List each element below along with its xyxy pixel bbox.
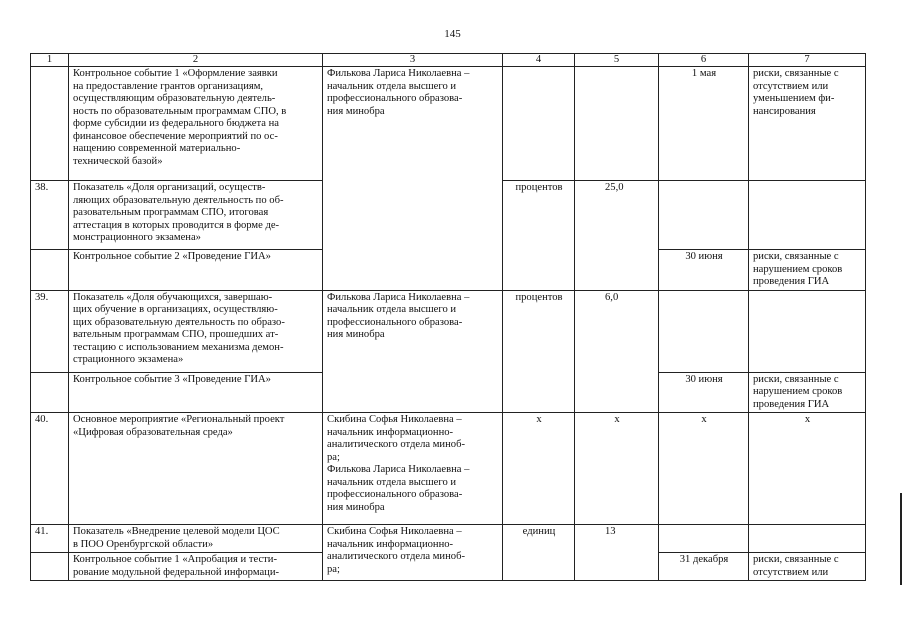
row-deadline [659,290,749,372]
row-description: Контрольное событие 3 «Проведение ГИА» [69,372,323,413]
row-number: 39. [31,290,69,372]
row-responsible: Филькова Лариса Николаевна – начальник отдела высшего и профессионального образова- ния минобра [323,67,503,291]
row-deadline: 31 декабря [659,553,749,581]
row-responsible: Филькова Лариса Николаевна – начальник отдела высшего и профессионального образова- ния минобра [323,290,503,413]
row-unit: процентов [503,181,575,291]
row-value-text: 6,0 [605,291,619,303]
row-deadline [659,525,749,553]
row-risks: риски, связанные с отсутствием или [749,553,866,581]
row-number: 41. [31,525,69,553]
header-col-5: 5 [575,54,659,67]
row-number: 38. [31,181,69,250]
row-description: Показатель «Доля обучающихся, завершаю- щих обучение в организациях, осуществляю- щих образовательную деятельность по образо- вательным программам СПО, прошедших ат- тестацию с использованием механизма демон- страционного экзамена» [69,290,323,372]
row-risks: риски, связанные с отсутствием или уменьшением фи- нансирования [749,67,866,181]
row-description: Показатель «Внедрение целевой модели ЦОС в ПОО Оренбургской области» [69,525,323,553]
row-risks: риски, связанные с нарушением сроков проведения ГИА [749,250,866,291]
table-header-row [31,54,866,67]
row-number: 40. [31,413,69,525]
row-description: Показатель «Доля организаций, осуществ- ляющих образовательную деятельность по об- разовательным программам СПО, итоговая аттестация в которых проводится в форме де- монстрационного экзамена» [69,181,323,250]
row-responsible: Скибина Софья Николаевна – начальник информационно- аналитического отдела миноб- ра; Филькова Лариса Николаевна – начальник отдела высшего и профессионального образова- ния минобра [323,413,503,525]
row-unit: процентов [503,290,575,413]
row-value [575,290,659,413]
row-deadline: 30 июня [659,250,749,291]
table-row [31,525,866,553]
page-number: 145 [444,28,461,40]
row-unit: x [503,413,575,525]
scan-edge-mark [900,493,902,585]
row-number [31,67,69,181]
plan-table [30,53,866,581]
row-value-text: 25,0 [605,182,624,193]
header-col-3: 3 [323,54,503,67]
row-risks [749,290,866,372]
row-description: Контрольное событие 2 «Проведение ГИА» [69,250,323,291]
row-value-text: 13 [605,526,616,537]
row-value [575,67,659,181]
row-risks: x [749,413,866,525]
row-deadline [659,181,749,250]
table-row [31,413,866,525]
row-number [31,553,69,581]
row-value: x [575,413,659,525]
row-description: Контрольное событие 1 «Оформление заявки на предоставление грантов организациям, осуществляющим образовательную деятель- ность по образовательным программам СПО, в форме субсидии из федерального бюджета на финансовое обеспечение мероприятий по ос- нащению современной материально- технической базой» [69,67,323,181]
table-row [31,290,866,372]
row-value [575,181,659,291]
row-number [31,372,69,413]
row-unit: единиц [503,525,575,581]
header-col-6: 6 [659,54,749,67]
row-number [31,250,69,291]
row-deadline: 1 мая [659,67,749,181]
row-deadline: 30 июня [659,372,749,413]
header-col-1: 1 [31,54,69,67]
row-risks: риски, связанные с нарушением сроков проведения ГИА [749,372,866,413]
header-col-4: 4 [503,54,575,67]
row-description: Контрольное событие 1 «Апробация и тести- рование модульной федеральной информаци- [69,553,323,581]
row-risks [749,181,866,250]
header-col-2: 2 [69,54,323,67]
row-unit [503,67,575,181]
row-deadline: x [659,413,749,525]
header-col-7: 7 [749,54,866,67]
row-description: Основное мероприятие «Региональный проект «Цифровая образовательная среда» [69,413,323,525]
row-responsible: Скибина Софья Николаевна – начальник информационно- аналитического отдела миноб- ра; [323,525,503,581]
row-risks [749,525,866,553]
row-value [575,525,659,581]
table-row [31,67,866,181]
